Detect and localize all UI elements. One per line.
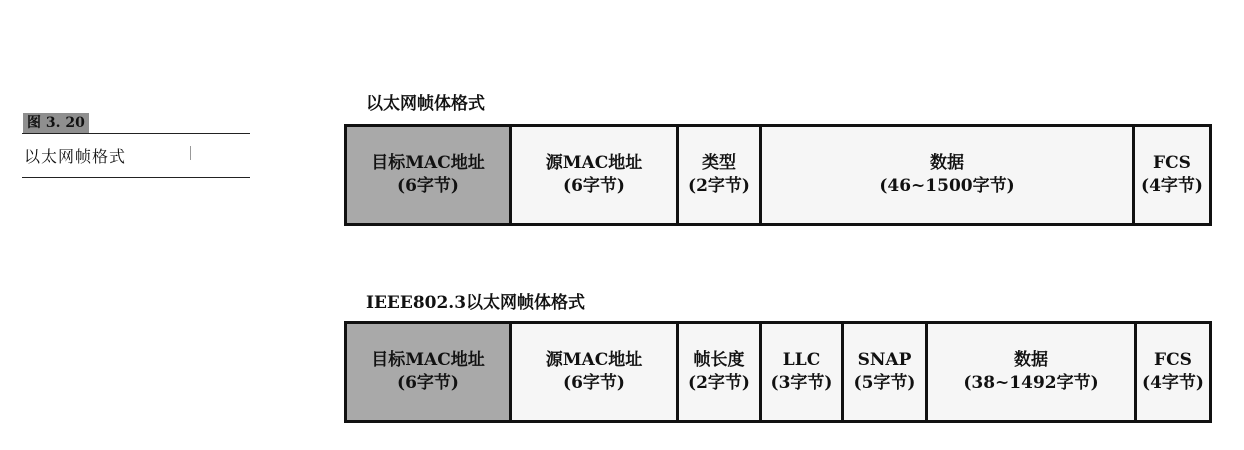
field-size: (6字节)	[397, 176, 459, 196]
ieee-field-fcs	[1137, 324, 1209, 420]
ethernet-frame-row	[344, 124, 1212, 226]
field-size: (3字节)	[770, 373, 833, 393]
field-size: (6字节)	[563, 373, 625, 393]
field-name: FCS	[1153, 153, 1191, 173]
ethernet-field-data	[762, 127, 1135, 223]
ieee-field-dest-mac	[347, 324, 512, 420]
ieee-field-src-mac	[512, 324, 679, 420]
field-name: FCS	[1154, 350, 1192, 370]
field-name: 数据	[1014, 350, 1048, 370]
field-size: (46~1500字节)	[879, 176, 1015, 196]
field-name: 源MAC地址	[545, 153, 643, 173]
ieee-field-data	[928, 324, 1137, 420]
field-name: 类型	[702, 153, 736, 173]
ethernet-field-dest-mac	[347, 127, 512, 223]
ethernet-frame-title: 以太网帧体格式	[366, 94, 485, 114]
field-size: (6字节)	[563, 176, 625, 196]
ieee-field-llc	[762, 324, 844, 420]
field-name: 源MAC地址	[545, 350, 643, 370]
field-name: 数据	[930, 153, 964, 173]
field-name: LLC	[782, 350, 821, 370]
field-size: (4字节)	[1142, 373, 1204, 393]
figure-sidebar	[22, 112, 250, 178]
ieee-field-length	[679, 324, 762, 420]
ethernet-field-src-mac	[512, 127, 679, 223]
ieee-frame-row	[344, 321, 1212, 423]
figure-caption: 以太网帧格式	[24, 147, 127, 166]
ieee-field-snap	[844, 324, 928, 420]
ethernet-field-type	[679, 127, 762, 223]
field-size: (4字节)	[1141, 176, 1203, 196]
sidebar-rule-bottom	[22, 177, 250, 178]
field-size: (38~1492字节)	[963, 373, 1099, 393]
field-size: (5字节)	[853, 373, 916, 393]
scan-mark	[190, 146, 191, 160]
field-name: 帧长度	[693, 350, 745, 370]
field-size: (2字节)	[688, 373, 750, 393]
field-size: (6字节)	[397, 373, 459, 393]
field-name: SNAP	[857, 350, 912, 370]
figure-number: 图 3. 20	[23, 113, 89, 133]
field-name: 目标MAC地址	[371, 350, 485, 370]
ieee-frame-title: IEEE802.3以太网帧体格式	[366, 293, 586, 313]
ethernet-field-fcs	[1135, 127, 1209, 223]
field-size: (2字节)	[688, 176, 750, 196]
field-name: 目标MAC地址	[371, 153, 485, 173]
